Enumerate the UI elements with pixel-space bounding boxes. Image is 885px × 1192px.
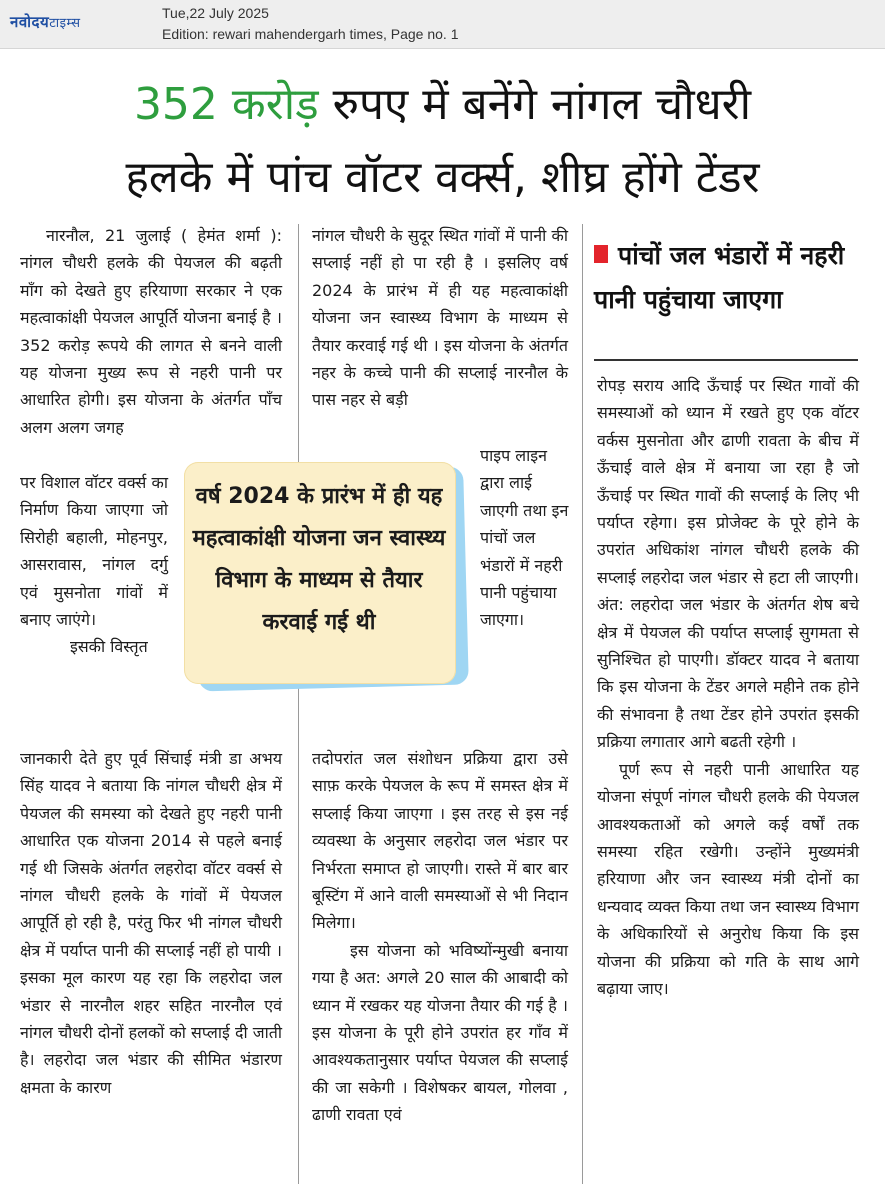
headline-line-1-text: रुपए में बनेंगे नांगल चौधरी bbox=[318, 79, 752, 130]
article-paragraph: नारनौल, 21 जुलाई ( हेमंत शर्मा ): नांगल चौधरी हलके की पेयजल की बढ़ती माँग को देखते हुए हरियाणा सरकार ने एक महत्वाकांक्षी पेयजल आपूर्ति योजना बनाई है । 352 करोड़ रूपये की लागत से बनने वाली यह योजना मुख्य रूप से नहरी पानी पर आधारित होगी। इस योजना के अंतर्गत पाँच अलग अलग जगह bbox=[20, 226, 282, 437]
subheading bbox=[594, 234, 856, 322]
article-paragraph: जानकारी देते हुए पूर्व सिंचाई मंत्री डा अभय सिंह यादव ने बताया कि नांगल चौधरी क्षेत्र में पेयजल की समस्या को देखते हुए नहरी पानी आधारित एक योजना 2014 से पहले बनाई गई थी जिसके अंतर्गत लहरोदा वॉटर वर्क्स से नांगल चौधरी हलके के गांवों में पेयजल आपूर्ति हो रही है, परंतु फिर भी नांगल चौधरी क्षेत्र में पर्याप्त पानी की सप्लाई नहीं हो पायी । इसका मूल कारण यह रहा कि लहरोदा जल भंडार से नारनौल शहर सहित नारनौल एवं नांगल चौधरी दोनों हलकों को सप्लाई दी जाती है। लहरोदा जल भंडार की सीमित भंडारण क्षमता के कारण bbox=[20, 749, 282, 1097]
logo-secondary: टाइम्स bbox=[49, 16, 81, 31]
article-paragraph: रोपड़ सराय आदि ऊँचाई पर स्थित गावों की समस्याओं को ध्यान में रखते हुए एक वॉटर वर्कस मुसनोता और ढाणी रावता के बीच में ऊँचाई वाले क्षेत्र में बनाया जा रहा है जो ऊँचाई पर स्थित गावों की सप्लाई के लिए भी पर्याप्त रहेगा। इस प्रोजेक्ट के पूरे होने के उपरांत अधिकांश नांगल चौधरी हलके की सप्लाई लहरोदा जल भंडार से हटा ली जाएगी। अंत: लहरोदा जल भंडार के अंतर्गत शेष बचे क्षेत्र में पेयजल की पर्याप्त सप्लाई सुगमता से सुनिश्चित हो पाएगी। डॉक्टर यादव ने बताया कि इस योजना के टेंडर अगले महीने तक होने की संभावना है तथा टेंडर होने उपरांत इसकी प्रक्रिया लगातार आगे बढती रहेगी । bbox=[597, 376, 859, 752]
article-column-3 bbox=[597, 372, 859, 1002]
article-paragraph: इस योजना को भविष्योंन्मुखी बनाया गया है अत: अगले 20 साल की आबादी को ध्यान में रखकर यह योजना तैयार की गई है । इस योजना के पूरी होने उपरांत हर गाँव में आवश्यकतानुसार पर्याप्त पेयजल की सप्लाई की जा सकेगी । विशेषकर बायल, गोलवा , ढाणी रावता एवं bbox=[312, 940, 568, 1125]
article-column-1-part-1 bbox=[20, 222, 282, 441]
edition-info: Edition: rewari mahendergarh times, Page no. 1 bbox=[162, 26, 459, 42]
publication-logo[interactable] bbox=[10, 12, 81, 34]
subheading-text: पांचों जल भंडारों में नहरी पानी पहुंचाया जाएगा bbox=[594, 241, 845, 314]
article-paragraph: पाइप लाइन द्वारा लाई जाएगी तथा इन पांचों जल भंडारों में नहरी पानी पहुंचाया जाएगा। bbox=[480, 446, 569, 630]
article-column-1-part-3 bbox=[20, 745, 282, 1101]
issue-date: Tue,22 July 2025 bbox=[162, 5, 269, 21]
subheading-marker bbox=[594, 245, 608, 263]
article-paragraph: इसकी विस्तृत bbox=[70, 637, 148, 657]
article-column-2-part-1 bbox=[312, 222, 568, 414]
article-paragraph: पर विशाल वॉटर वर्क्स का निर्माण किया जाएगा जो सिरोही बहाली, मोहनपुर, आसरावास, नांगल दर्गु एवं मुसनोता गांवों में बनाए जाएंगे। bbox=[20, 473, 168, 630]
article-paragraph: नांगल चौधरी के सुदूर स्थित गांवों में पानी की सप्लाई नहीं हो पा रही है । इसलिए वर्ष 2024 के प्रारंभ में ही यह महत्वाकांक्षी योजना जन स्वास्थ्य विभाग के माध्यम से तैयार करवाई गई थी । इस योजना के अंतर्गत नहर के कच्चे पानी की सप्लाई नारनौल के पास नहर से बड़ी bbox=[312, 226, 568, 410]
subheading-rule bbox=[594, 359, 858, 361]
headline-amount: 352 करोड़ bbox=[133, 79, 319, 130]
headline-line-1 bbox=[0, 70, 885, 140]
column-divider bbox=[298, 224, 299, 1184]
pull-quote-text: वर्ष 2024 के प्रारंभ में ही यह महत्वाकांक्षी योजना जन स्वास्थ्य विभाग के माध्यम से तैयार करवाई गई थी bbox=[192, 484, 446, 635]
article-paragraph: पूर्ण रूप से नहरी पानी आधारित यह योजना संपूर्ण नांगल चौधरी हलके की पेयजल आवश्यकताओं को अगले कई वर्षों तक समस्या रहित रखेगी। उन्होंने मुख्यमंत्री हरियाणा और जन स्वास्थ्य मंत्री दोनों का धन्यवाद व्यक्त किया तथा जन स्वास्थ्य विभाग के अधिकारियों से अनुरोध किया कि इस योजना की प्रक्रिया को गति के साथ आगे बढ़ाया जाए। bbox=[597, 759, 859, 998]
article-column-2-part-3 bbox=[312, 745, 568, 1129]
article-column-2-part-2 bbox=[480, 442, 570, 634]
article-column-1-part-2 bbox=[20, 469, 168, 661]
article-paragraph: तदोपरांत जल संशोधन प्रक्रिया द्वारा उसे साफ़ करके पेयजल के रूप में समस्त क्षेत्र में सप्लाई किया जाएगा । इस तरह से इस नई व्यवस्था के अनुसार लहरोदा जल भंडार पर निर्भरता समाप्त हो जाएगी। रास्ते में बार बार बूस्टिंग में आने वाली समस्याओं से भी निदान मिलेगा। bbox=[312, 749, 568, 933]
headline-line-2: हलके में पांच वॉटर वर्क्स, शीघ्र होंगे टेंडर bbox=[125, 152, 760, 203]
page-header-bar bbox=[0, 0, 885, 49]
logo-primary: नवोदय bbox=[10, 13, 50, 31]
column-divider bbox=[582, 224, 583, 1184]
